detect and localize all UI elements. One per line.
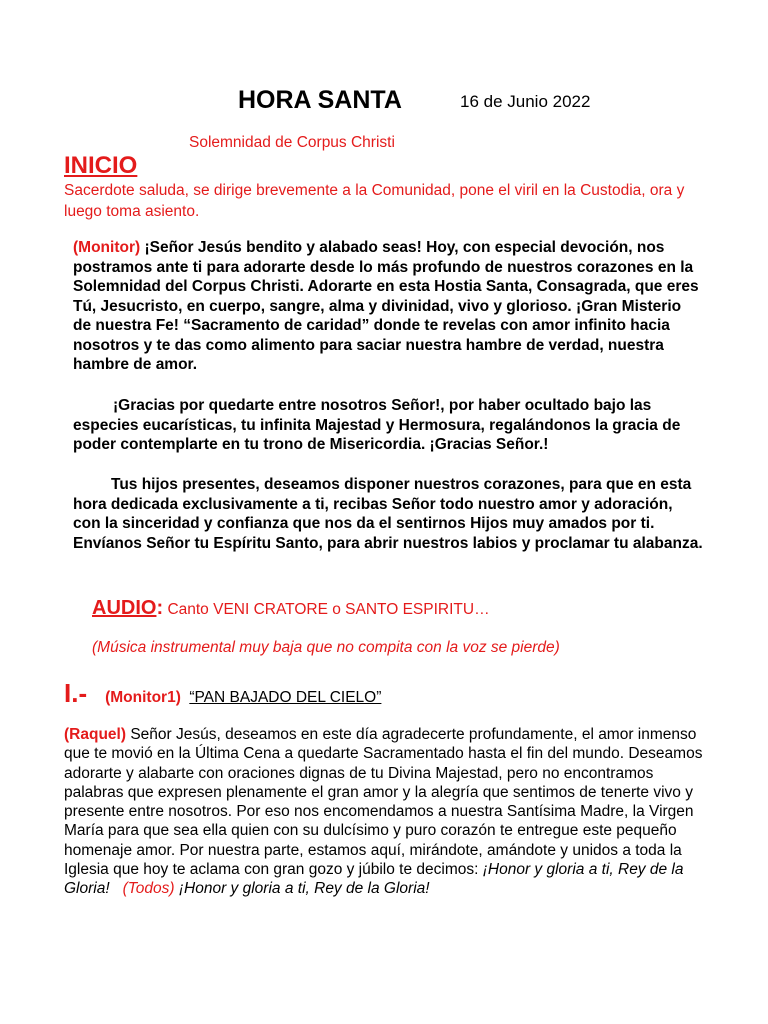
audio-line — [92, 597, 490, 620]
music-note: (Música instrumental muy baja que no compita con la voz se pierde) — [92, 639, 560, 656]
monitor-paragraph-3-text: Tus hijos presentes, deseamos disponer nuestros corazones, para que en esta hora dedicada exclusivamente a ti, recibas Señor todo nuestro amor y adoración, con la sinceridad y confianza que nos da el sentirnos Hijos muy amados por ti. Envíanos Señor tu Espíritu Santo, para abrir nuestros labios y proclamar tu alabanza. — [73, 476, 703, 552]
inicio-instructions: Sacerdote saluda, se dirige brevemente a la Comunidad, pone el viril en la Custodia, ora y luego toma asiento. — [64, 182, 685, 220]
monitor-paragraph-1-text: ¡Señor Jesús bendito y alabado seas! Hoy, con especial devoción, nos postramos ante ti para adorarte desde lo más profundo de nuestros corazones en la Solemnidad del Corpus Christi. Adorarte en esta Hostia Santa, Consagrada, que eres Tú, Jesucristo, en cuerpo, sangre, alma y divinidad, vivo y glorioso. ¡Gran Misterio de nuestra Fe! “Sacramento de caridad” donde te revelas con amor infinito hacia nosotros y te das como alimento para saciar nuestra hambre de verdad, nuestra hambre de amor. — [73, 239, 699, 373]
response-1: ¡Honor y gloria a ti, Rey de la Gloria! — [64, 861, 684, 898]
raquel-paragraph — [64, 725, 714, 899]
monitor-paragraph-1 — [73, 238, 703, 375]
page-title: HORA SANTA — [238, 86, 402, 114]
audio-colon: : — [156, 597, 164, 619]
section-monitor-label: (Monitor1) — [105, 689, 181, 706]
monitor-paragraph-3 — [73, 475, 703, 553]
section-title: “PAN BAJADO DEL CIELO” — [189, 689, 382, 706]
monitor-paragraph-2-text: ¡Gracias por quedarte entre nosotros Señor!, por haber ocultado bajo las especies eucarísticas, tu infinita Majestad y Hermosura, regalándonos la gracia de poder contemplarte en tu trono de Misericordia. ¡Gracias Señor.! — [73, 397, 681, 453]
audio-label: AUDIO — [92, 597, 157, 619]
monitor-paragraph-2 — [73, 396, 703, 455]
raquel-text: Señor Jesús, deseamos en este día agradecerte profundamente, el amor inmenso que te movió en la Última Cena a quedarte Sacramentado hasta el fin del mundo. Deseamos adorarte y alabarte con oraciones dignas de tu Divina Majestad, pero no encontramos palabras que expresen plenamente el gran amor y la alegría que sentimos de tenerte vivo y presente entre nosotros. Por eso nos encomendamos a nuestra Santísima Madre, la Virgen María para que sea ella quien con su dulcísimo y puro corazón te entregue este pequeño homenaje amor. Por nuestra parte, estamos aquí, mirándote, amándote y unidos a toda la Iglesia que hoy te aclama con gran gozo y júbilo te decimos: — [64, 726, 703, 879]
raquel-label: (Raquel) — [64, 726, 126, 743]
page-subtitle: Solemnidad de Corpus Christi — [189, 134, 395, 151]
response-2: ¡Honor y gloria a ti, Rey de la Gloria! — [178, 880, 430, 898]
todos-label: (Todos) — [122, 880, 175, 898]
section-one-heading — [64, 678, 381, 709]
audio-song: Canto VENI CRATORE o SANTO ESPIRITU… — [167, 601, 490, 618]
monitor-label: (Monitor) — [73, 239, 141, 256]
inicio-heading: INICIO — [64, 152, 138, 179]
page-date: 16 de Junio 2022 — [460, 92, 591, 111]
section-number: I.- — [64, 678, 88, 708]
